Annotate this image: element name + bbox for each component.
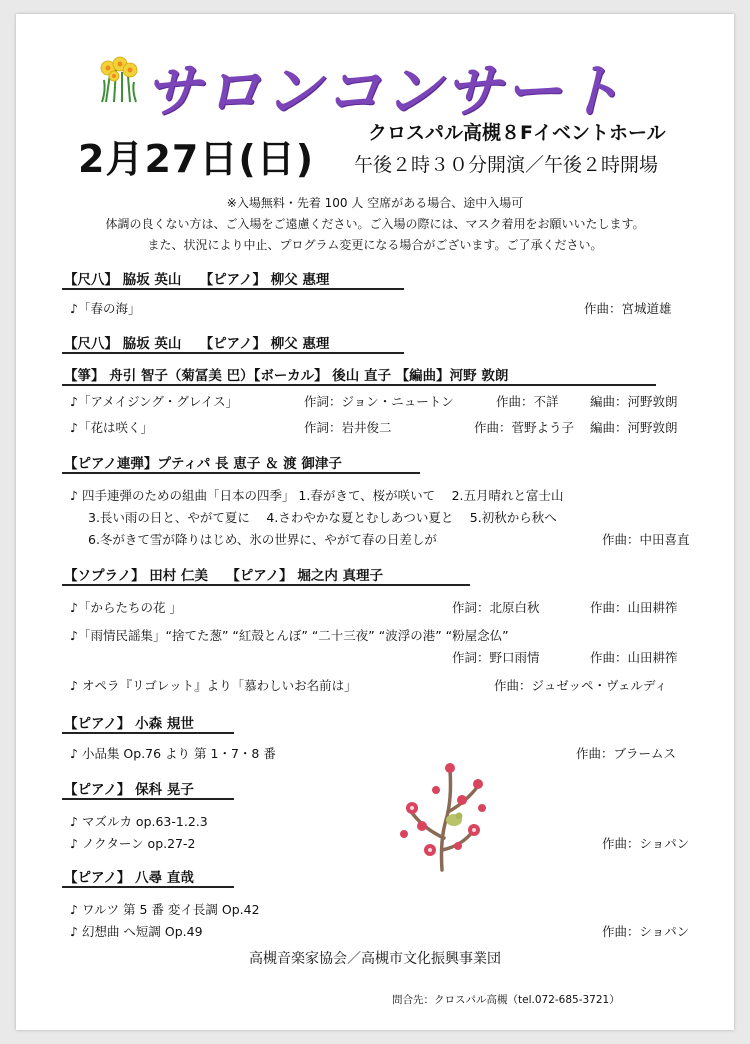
piece-title: ♪ 小品集 Op.76 より 第 1・7・8 番 — [70, 746, 276, 761]
organizers: 高槻音楽家協会／高槻市文化振興事業団 — [249, 951, 501, 967]
piece-title: ♪「アメイジング・グレイス」 — [70, 394, 239, 409]
piece-lyricist: 作詞：ジョン・ニュートン — [304, 394, 454, 409]
header-underline — [62, 886, 234, 888]
piece-title: ♪「雨情民謡集」“捨てた葱” “紅殻とんぼ” “二十三夜” “波浮の港” “粉屋念仏” — [70, 628, 509, 643]
performer-header: 【ピアノ連弾】プティパ 長 恵子 ＆ 渡 御津子 — [64, 456, 342, 472]
header-underline — [62, 472, 420, 474]
piece-credit: 作曲：宮城道雄 — [584, 301, 672, 316]
daffodil-icon — [92, 50, 148, 104]
performer-header: 【ピアノ】 小森 規世 — [64, 716, 194, 732]
concert-title: サロンコンサート — [144, 57, 625, 125]
piece-title: ♪「春の海」 — [70, 301, 141, 316]
contact-info: 問合先：クロスパル高槻（tel.072-685-3721） — [392, 994, 620, 1006]
header-underline — [62, 384, 656, 386]
piece-title: ♪ マズルカ op.63-1.2.3 — [70, 814, 208, 829]
performer-header: 【ピアノ】 保科 晃子 — [64, 782, 194, 798]
piece-arranger: 編曲：河野敦朗 — [590, 394, 678, 409]
performer-header: 【尺八】 脇坂 英山 【ピアノ】 柳父 惠理 — [64, 272, 330, 288]
piece-lyricist: 作詞：野口雨情 — [452, 650, 540, 665]
piece-title: ♪「からたちの花 」 — [70, 600, 182, 615]
piece-title: ♪ ノクターン op.27-2 — [70, 836, 196, 851]
notice-line: また、状況により中止、プログラム変更になる場合がございます。ご了承ください。 — [147, 238, 603, 252]
notice-line: ※入場無料・先着 100 人 空席がある場合、途中入場可 — [226, 196, 524, 210]
piece-credit: 作曲：山田耕筰 — [590, 650, 678, 665]
header-underline — [62, 352, 404, 354]
start-time: 午後２時３０分開演／午後２時開場 — [354, 154, 659, 176]
piece-credit: 作曲：ジュゼッペ・ヴェルディ — [494, 678, 668, 693]
piece-title: ♪ オペラ『リゴレット』より「慕わしいお名前は」 — [70, 678, 357, 693]
performer-header: 【箏】 舟引 智子（菊冨美 巴）【ボーカル】 後山 直子 【編曲】河野 敦朗 — [64, 368, 509, 384]
piece-title: ♪ ワルツ 第 5 番 変イ長調 Op.42 — [70, 902, 260, 917]
piece-composer: 作曲：不詳 — [496, 394, 559, 409]
header-underline — [62, 798, 234, 800]
piece-arranger: 編曲：河野敦朗 — [590, 420, 678, 435]
venue: クロスパル高槻８Fイベントホール — [368, 122, 666, 144]
piece-credit: 作曲：山田耕筰 — [590, 600, 678, 615]
piece-title: 3.長い雨の日と、やがて夏に 4.さわやかな夏とむしあつい夏と 5.初秋から秋へ — [88, 510, 557, 525]
piece-lyricist: 作詞：北原白秋 — [452, 600, 540, 615]
plum-blossom-icon — [392, 750, 492, 872]
piece-title: ♪ 四手連弾のための組曲「日本の四季」 1.春がきて、桜が咲いて 2.五月晴れと富士山 — [70, 488, 564, 503]
piece-credit: 作曲：中田喜直 — [602, 532, 690, 547]
piece-credit: 作曲：ショパン — [602, 836, 690, 851]
piece-title: ♪「花は咲く」 — [70, 420, 153, 435]
piece-credit: 作曲：ブラームス — [576, 746, 677, 761]
concert-date: 2月27日(日) — [78, 137, 315, 181]
performer-header: 【尺八】 脇坂 英山 【ピアノ】 柳父 惠理 — [64, 336, 330, 352]
piece-composer: 作曲：菅野よう子 — [474, 420, 575, 435]
flyer-sheet — [16, 14, 734, 1030]
header-underline — [62, 288, 404, 290]
piece-credit: 作曲：ショパン — [602, 924, 690, 939]
header-underline — [62, 732, 234, 734]
performer-header: 【ピアノ】 八尋 直哉 — [64, 870, 194, 886]
performer-header: 【ソプラノ】 田村 仁美 【ピアノ】 堀之内 真理子 — [64, 568, 384, 584]
notice-line: 体調の良くない方は、ご入場をご遠慮ください。ご入場の際には、マスク着用をお願いいたします。 — [105, 217, 645, 231]
piece-title: 6.冬がきて雪が降りはじめ、氷の世界に、やがて春の日差しが — [88, 532, 437, 547]
piece-lyricist: 作詞：岩井俊二 — [304, 420, 392, 435]
piece-title: ♪ 幻想曲 へ短調 Op.49 — [70, 924, 203, 939]
header-underline — [62, 584, 470, 586]
